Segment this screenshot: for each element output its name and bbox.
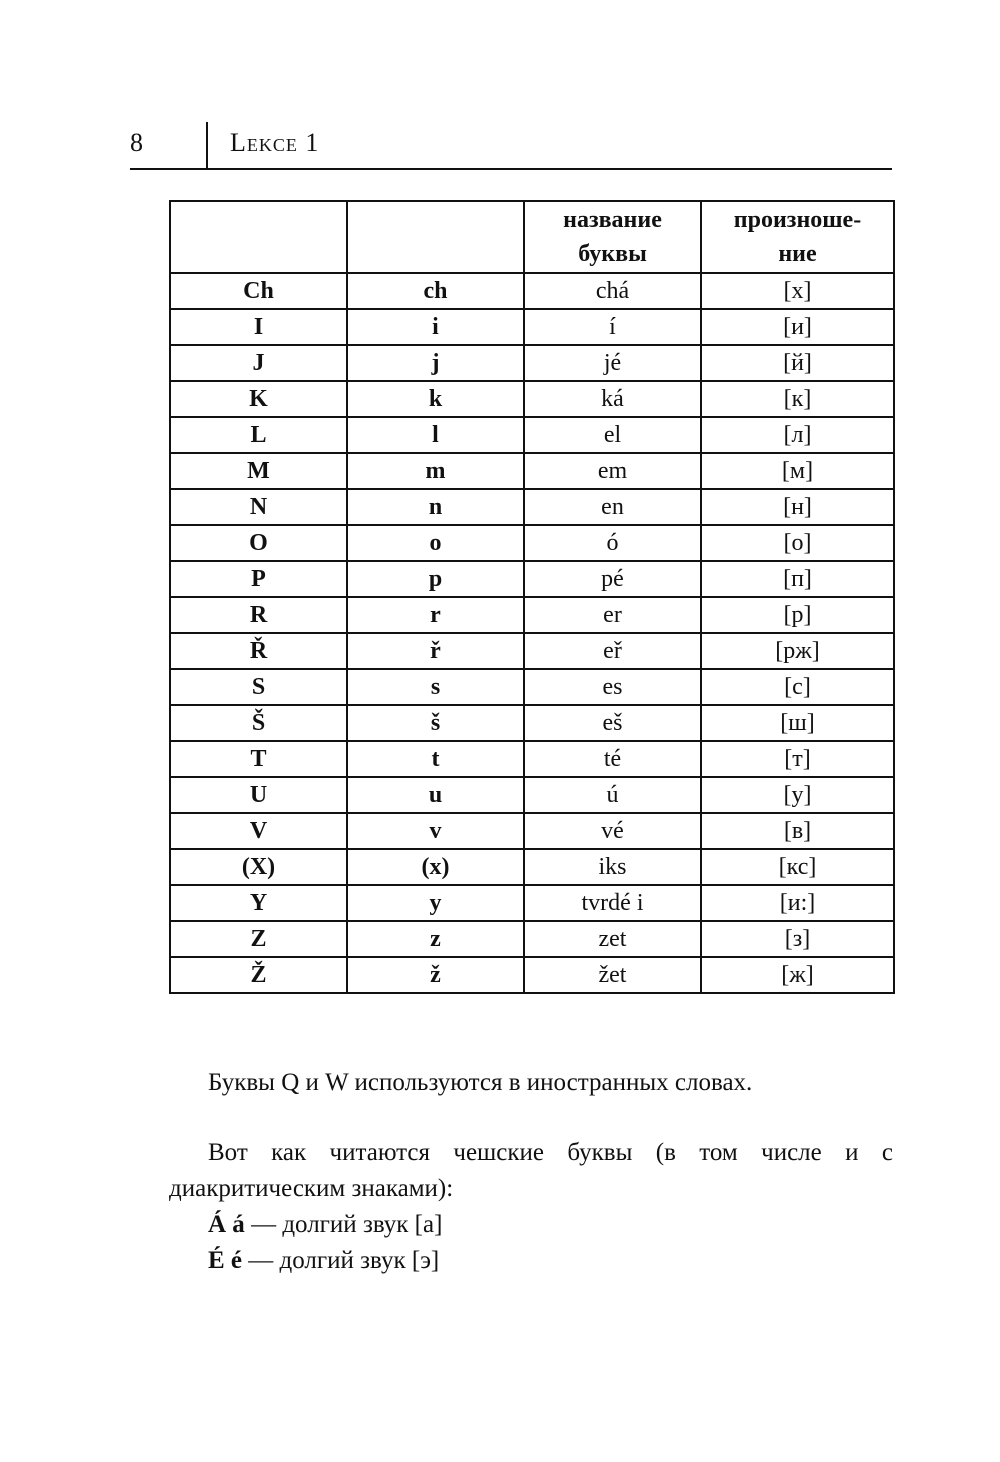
table-row <box>170 453 894 489</box>
header-divider <box>206 122 208 168</box>
cell-letter-name: té <box>524 741 701 777</box>
cell-lowercase: ch <box>347 273 524 309</box>
cell-pronunciation: [к] <box>701 381 894 417</box>
header-letter-name <box>524 201 701 273</box>
header-letter-name-line1: название <box>563 207 662 233</box>
cell-uppercase: Ř <box>170 633 347 669</box>
cell-lowercase: i <box>347 309 524 345</box>
cell-pronunciation: [с] <box>701 669 894 705</box>
cell-pronunciation: [х] <box>701 273 894 309</box>
cell-uppercase: I <box>170 309 347 345</box>
table-row <box>170 705 894 741</box>
table-row <box>170 525 894 561</box>
letter-description: — долгий звук [э] <box>242 1247 440 1274</box>
cell-letter-name: ká <box>524 381 701 417</box>
cell-pronunciation: [н] <box>701 489 894 525</box>
table-row <box>170 741 894 777</box>
table-row <box>170 309 894 345</box>
table-row <box>170 849 894 885</box>
cell-lowercase: o <box>347 525 524 561</box>
cell-letter-name: vé <box>524 813 701 849</box>
table-row <box>170 345 894 381</box>
cell-lowercase: y <box>347 885 524 921</box>
cell-uppercase: U <box>170 777 347 813</box>
cell-pronunciation: [рж] <box>701 633 894 669</box>
cell-uppercase: O <box>170 525 347 561</box>
cell-letter-name: er <box>524 597 701 633</box>
cell-lowercase: z <box>347 921 524 957</box>
cell-letter-name: žet <box>524 957 701 993</box>
cell-lowercase: p <box>347 561 524 597</box>
table-row <box>170 669 894 705</box>
cell-uppercase: Ž <box>170 957 347 993</box>
foreign-letters-paragraph: Буквы Q и W используются в иностранных словах. <box>208 1069 753 1096</box>
table-row <box>170 885 894 921</box>
header-letter-name-line2: буквы <box>578 241 647 267</box>
cell-letter-name: zet <box>524 921 701 957</box>
cell-pronunciation: [ш] <box>701 705 894 741</box>
cell-uppercase: K <box>170 381 347 417</box>
letter-pair: Á á <box>208 1211 245 1238</box>
cell-letter-name: chá <box>524 273 701 309</box>
letter-line-e-long <box>208 1243 439 1279</box>
cell-letter-name: jé <box>524 345 701 381</box>
cell-uppercase: T <box>170 741 347 777</box>
cell-uppercase: V <box>170 813 347 849</box>
cell-pronunciation: [кс] <box>701 849 894 885</box>
cell-uppercase: M <box>170 453 347 489</box>
running-title: Lekce 1 <box>230 128 320 157</box>
cell-letter-name: ó <box>524 525 701 561</box>
table-row <box>170 561 894 597</box>
cell-letter-name: í <box>524 309 701 345</box>
cell-uppercase: S <box>170 669 347 705</box>
page-header <box>130 120 892 170</box>
cell-uppercase: Ch <box>170 273 347 309</box>
letter-line-a-long <box>208 1207 442 1243</box>
table-row <box>170 813 894 849</box>
cell-lowercase: l <box>347 417 524 453</box>
cell-uppercase: Š <box>170 705 347 741</box>
cell-pronunciation: [и] <box>701 309 894 345</box>
cell-pronunciation: [з] <box>701 921 894 957</box>
cell-pronunciation: [м] <box>701 453 894 489</box>
table-row <box>170 633 894 669</box>
cell-pronunciation: [у] <box>701 777 894 813</box>
cell-lowercase: s <box>347 669 524 705</box>
letter-description: — долгий звук [а] <box>244 1211 443 1238</box>
cell-pronunciation: [й] <box>701 345 894 381</box>
table-row <box>170 417 894 453</box>
cell-letter-name: es <box>524 669 701 705</box>
cell-pronunciation: [л] <box>701 417 894 453</box>
cell-uppercase: L <box>170 417 347 453</box>
cell-pronunciation: [в] <box>701 813 894 849</box>
intro-paragraph-text: Вот как читаются чешские буквы (в том числе и с диакритическим знаками): <box>169 1139 893 1202</box>
cell-lowercase: ž <box>347 957 524 993</box>
cell-lowercase: ř <box>347 633 524 669</box>
cell-letter-name: iks <box>524 849 701 885</box>
cell-uppercase: Z <box>170 921 347 957</box>
header-pronunciation-line1: произноше- <box>733 207 862 233</box>
cell-uppercase: N <box>170 489 347 525</box>
alphabet-table <box>169 200 895 994</box>
cell-uppercase: J <box>170 345 347 381</box>
table-row <box>170 957 894 993</box>
table-row <box>170 273 894 309</box>
cell-letter-name: eš <box>524 705 701 741</box>
cell-pronunciation: [р] <box>701 597 894 633</box>
cell-lowercase: t <box>347 741 524 777</box>
cell-lowercase: v <box>347 813 524 849</box>
cell-letter-name: tvrdé i <box>524 885 701 921</box>
cell-lowercase: (x) <box>347 849 524 885</box>
header-pronunciation <box>701 201 894 273</box>
cell-lowercase: u <box>347 777 524 813</box>
cell-lowercase: r <box>347 597 524 633</box>
table-header-row <box>170 201 894 273</box>
table-row <box>170 597 894 633</box>
cell-pronunciation: [т] <box>701 741 894 777</box>
table-row <box>170 921 894 957</box>
cell-lowercase: k <box>347 381 524 417</box>
cell-lowercase: m <box>347 453 524 489</box>
table-row <box>170 381 894 417</box>
cell-pronunciation: [п] <box>701 561 894 597</box>
cell-pronunciation: [и:] <box>701 885 894 921</box>
cell-uppercase: (X) <box>170 849 347 885</box>
cell-lowercase: n <box>347 489 524 525</box>
page-number: 8 <box>130 128 143 157</box>
cell-uppercase: Y <box>170 885 347 921</box>
cell-uppercase: R <box>170 597 347 633</box>
table-row <box>170 489 894 525</box>
cell-letter-name: eř <box>524 633 701 669</box>
cell-pronunciation: [ж] <box>701 957 894 993</box>
cell-uppercase: P <box>170 561 347 597</box>
header-lowercase <box>347 201 524 273</box>
cell-pronunciation: [о] <box>701 525 894 561</box>
cell-letter-name: el <box>524 417 701 453</box>
header-uppercase <box>170 201 347 273</box>
cell-letter-name: en <box>524 489 701 525</box>
alphabet-table-body <box>170 273 894 993</box>
intro-paragraph <box>169 1135 893 1207</box>
cell-letter-name: pé <box>524 561 701 597</box>
cell-lowercase: š <box>347 705 524 741</box>
header-pronunciation-line2: ние <box>778 241 817 267</box>
cell-letter-name: ú <box>524 777 701 813</box>
letter-pair: É é <box>208 1247 243 1274</box>
table-row <box>170 777 894 813</box>
cell-letter-name: em <box>524 453 701 489</box>
cell-lowercase: j <box>347 345 524 381</box>
